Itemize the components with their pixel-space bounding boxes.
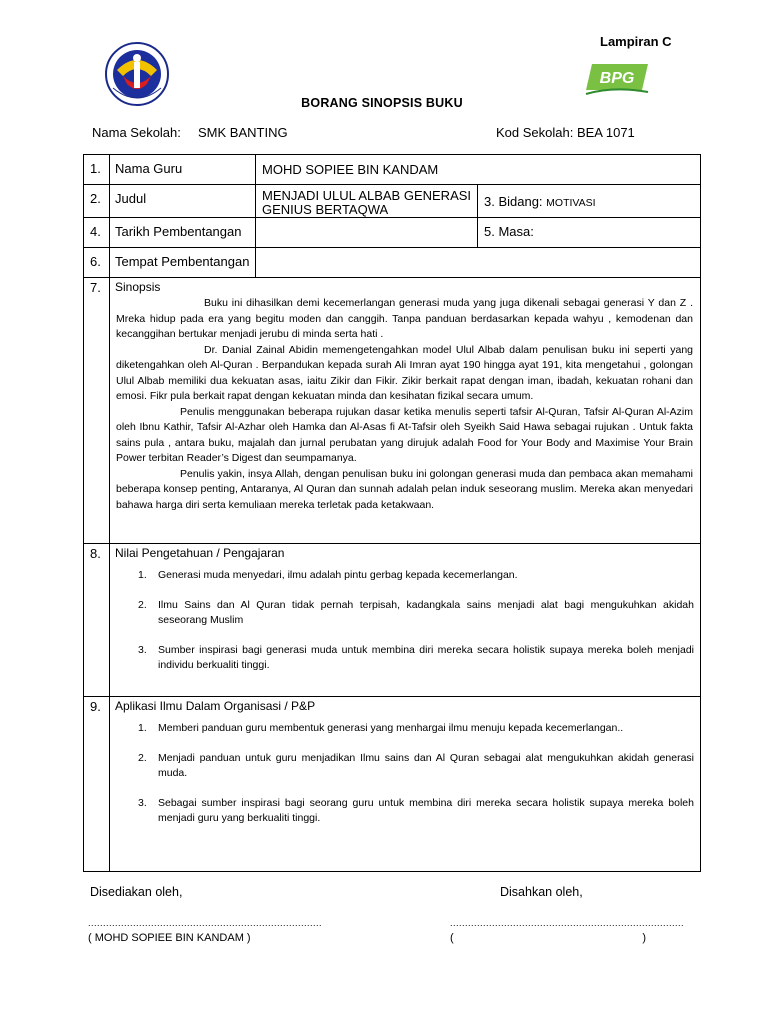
- row-knowledge-value: [84, 544, 701, 697]
- list-item: [110, 568, 694, 584]
- list-item-number: 2.: [138, 751, 147, 764]
- school-name-value: SMK BANTING: [198, 125, 288, 140]
- approved-close-paren: ): [642, 932, 646, 944]
- list-item-text: Generasi muda menyedari, ilmu adalah pintu gerbag kepada kecemerlangan.: [158, 569, 518, 581]
- row-number: 4.: [84, 218, 110, 248]
- time-label: 5. Masa:: [484, 224, 534, 239]
- list-item: [110, 721, 694, 737]
- synopsis-paragraph: Dr. Danial Zainal Abidin memengetengahkan model Ulul Albab dalam penulisan buku ini seperti yang diketengahkan oleh Al-Quran . Berpandukan kepada surah Ali Imran ayat 190 hingga ayat 191, kita mengetahui , golongan Ulul Albab memiliki dua kekuatan asas, iaitu Zikir dan Fikir. Zikir berkait rapat dengan iman, ibadah, kekuatan rohani dan emosi. Fikr pula berkait rapat dengan kekuatan minda dan kesihatan fizikal secara umum.: [116, 343, 693, 402]
- synopsis-paragraph: Penulis menggunakan beberapa rujukan dasar ketika menulis seperti tafsir Al-Quran, Tafsir Al-Quran Al-Azim oleh Ibnu Kathir, Tafsir Al-Azhar oleh Hamka dan Al-Asas fi At-Tafsir oleh Syeikh Said Hawa sebagai rujukan . Untuk fakta sains pula , antara buku, majalah dan jurnal perubatan yang dirujuk adalah Food for Your Body and Maximise Your Brain Power terbitan Reader’s Digest dan seumpamanya.: [116, 405, 693, 464]
- prepared-by-label: Disediakan oleh,: [90, 885, 183, 899]
- book-title-label: Judul: [110, 185, 256, 218]
- row-presentation-place: [84, 248, 701, 278]
- knowledge-value-cell: [110, 544, 701, 697]
- application-list[interactable]: [110, 721, 700, 827]
- row-teacher-name: [84, 155, 701, 185]
- list-item-text: Sebagai sumber inspirasi bagi seorang guru untuk membina diri mereka secara holistik supaya mereka boleh menjadi guru yang berkualiti tinggi.: [158, 796, 694, 824]
- school-code: Kod Sekolah: BEA 1071: [496, 125, 635, 140]
- list-item: [110, 643, 694, 674]
- row-number: 6.: [84, 248, 110, 278]
- synopsis-form-table: [83, 154, 701, 872]
- bpg-logo-icon: [584, 58, 652, 98]
- field-label: 3. Bidang:: [484, 194, 543, 209]
- row-number: 2.: [84, 185, 110, 218]
- row-number: 9.: [84, 697, 110, 872]
- teacher-name-label: Nama Guru: [110, 155, 256, 185]
- approved-by-name: [450, 932, 646, 944]
- presentation-place-label: Tempat Pembentangan: [110, 248, 256, 278]
- row-number: 1.: [84, 155, 110, 185]
- list-item-number: 3.: [138, 643, 147, 656]
- field-cell: [478, 185, 701, 218]
- synopsis-paragraph: Penulis yakin, insya Allah, dengan penulisan buku ini golongan generasi muda dan pembaca akan memahami beberapa konsep penting, Antaranya, Al Quran dan sunnah adalah pelan induk seseorang muslim. Mereka akan menyedari bahawa harga diri serta kemuliaan mereka terletak pada ketakwaan.: [116, 467, 693, 511]
- synopsis-cell: [110, 278, 701, 544]
- prepared-signature-line[interactable]: ..............................................................................: [88, 918, 323, 928]
- approved-signature-line[interactable]: ..............................................................................: [450, 918, 685, 928]
- time-cell: [478, 218, 701, 248]
- list-item-text: Sumber inspirasi bagi generasi muda untuk membina diri mereka secara holistik supaya mereka boleh menjadi individu berkualiti tinggi.: [158, 643, 694, 671]
- list-item-number: 1.: [138, 569, 147, 581]
- application-cell: [110, 697, 701, 872]
- list-item: [110, 796, 694, 827]
- list-item: [110, 751, 694, 782]
- list-item-number: 3.: [138, 796, 147, 809]
- form-title: BORANG SINOPSIS BUKU: [301, 96, 463, 110]
- list-item-text: Memberi panduan guru membentuk generasi yang menhargai ilmu menuju kepada kecemerlangan..: [158, 722, 624, 734]
- knowledge-value-label: Nilai Pengetahuan / Pengajaran: [115, 546, 285, 560]
- list-item: [110, 598, 694, 629]
- lampiran-label: Lampiran C: [600, 34, 672, 49]
- synopsis-text[interactable]: [110, 294, 700, 513]
- approved-open-paren: (: [450, 932, 454, 944]
- field-value[interactable]: MOTIVASI: [546, 197, 596, 209]
- presentation-date-value[interactable]: [256, 218, 478, 248]
- row-title: [84, 185, 701, 218]
- knowledge-value-list[interactable]: [110, 568, 700, 674]
- teacher-name-value[interactable]: MOHD SOPIEE BIN KANDAM: [256, 155, 701, 185]
- synopsis-label: Sinopsis: [115, 280, 161, 294]
- bpg-logo-text: BPG: [599, 70, 635, 87]
- row-number: 8.: [84, 544, 110, 697]
- list-item-number: 2.: [138, 598, 147, 611]
- presentation-date-label: Tarikh Pembentangan: [110, 218, 256, 248]
- prepared-by-name: ( MOHD SOPIEE BIN KANDAM ): [88, 932, 251, 944]
- list-item-text: Ilmu Sains dan Al Quran tidak pernah terpisah, kadangkala sains menjadi alat bagi mengukuhkan akidah seseorang Muslim: [158, 598, 694, 626]
- approved-by-label: Disahkan oleh,: [500, 885, 583, 899]
- book-title-value[interactable]: MENJADI ULUL ALBAB GENERASI GENIUS BERTAQWA: [256, 185, 478, 218]
- school-name-label: Nama Sekolah:: [92, 125, 181, 140]
- row-synopsis: [84, 278, 701, 544]
- form-title-wrap: [0, 96, 768, 110]
- row-presentation-date: [84, 218, 701, 248]
- list-item-number: 1.: [138, 722, 147, 734]
- synopsis-paragraph: Buku ini dihasilkan demi kecemerlangan generasi muda yang juga dikenali sebagai generasi Y dan Z . Mreka hidup pada era yang begitu moden dan canggih. Tanpa panduan berdasarkan kepada wahyu , kemodenan dan kecanggihan bertukar menjadi jerubu di minda serta hati .: [116, 297, 693, 340]
- application-label: Aplikasi Ilmu Dalam Organisasi / P&P: [115, 699, 316, 713]
- list-item-text: Menjadi panduan untuk guru menjadikan Ilmu sains dan Al Quran sebagai alat mengukuhkan akidah generasi muda.: [158, 751, 694, 779]
- presentation-place-value[interactable]: [256, 248, 701, 278]
- row-number: 7.: [84, 278, 110, 544]
- row-application: [84, 697, 701, 872]
